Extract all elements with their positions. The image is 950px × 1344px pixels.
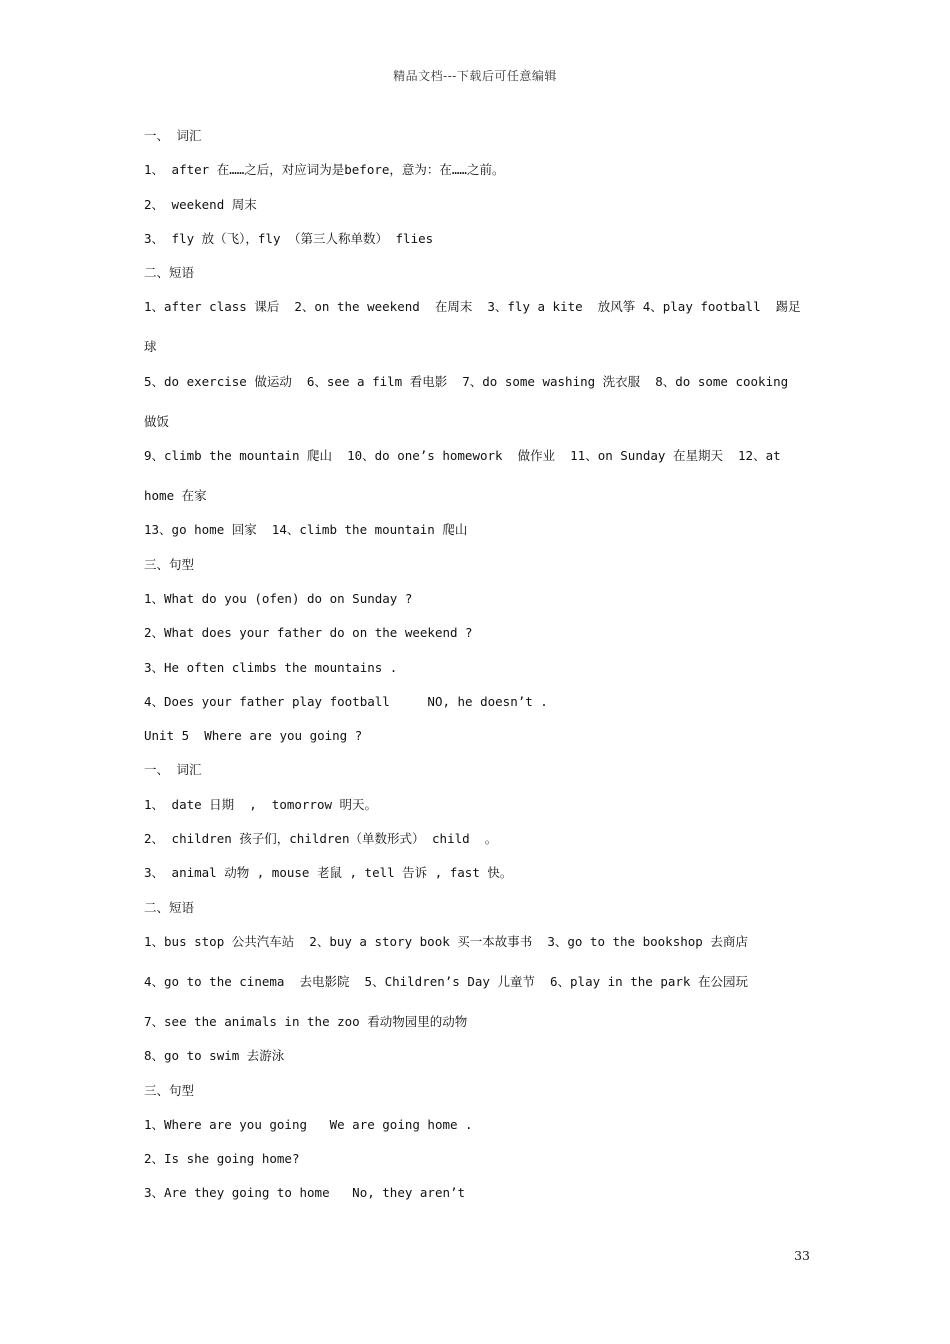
text-line: 1、What do you (ofen) do on Sunday ? — [144, 590, 413, 606]
text-line: 13、go home 回家 14、climb the mountain 爬山 — [144, 522, 468, 538]
text-line: 3、He often climbs the mountains . — [144, 659, 398, 675]
text-line: 做饭 — [144, 413, 170, 429]
text-line: 8、go to swim 去游泳 — [144, 1048, 285, 1064]
text-line: 3、 fly 放（飞），fly （第三人称单数） flies — [144, 230, 434, 246]
text-line: 1、after class 课后 2、on the weekend 在周末 3、fly a kite 放风筝 4、play football 踢足 — [144, 299, 801, 315]
section-heading: 一、 词汇 — [144, 762, 202, 778]
text-line: 4、Does your father play football NO, he doesn’t . — [144, 693, 548, 709]
text-line: 7、see the animals in the zoo 看动物园里的动物 — [144, 1013, 468, 1029]
text-line: 4、go to the cinema 去电影院 5、Children’s Day 儿童节 6、play in the park 在公园玩 — [144, 973, 748, 989]
text-line: 1、 date 日期 , tomorrow 明天。 — [144, 796, 378, 812]
text-line: 1、Where are you going We are going home . — [144, 1116, 473, 1132]
unit-title: Unit 5 Where are you going ? — [144, 728, 363, 744]
text-line: 3、Are they going to home No, they aren’t — [144, 1185, 466, 1201]
text-line: 5、do exercise 做运动 6、see a film 看电影 7、do some washing 洗衣服 8、do some cooking — [144, 373, 789, 389]
text-line: 球 — [144, 339, 157, 355]
text-line: 1、 after 在……之后，对应词为是before，意为：在……之前。 — [144, 162, 505, 178]
document-body — [144, 127, 814, 1219]
section-heading: 二、短语 — [144, 265, 195, 281]
text-line: 9、climb the mountain 爬山 10、do one’s homework 做作业 11、on Sunday 在星期天 12、at — [144, 448, 781, 464]
text-line: 2、Is she going home? — [144, 1151, 300, 1167]
section-heading: 三、句型 — [144, 556, 195, 572]
section-heading: 一、 词汇 — [144, 128, 202, 143]
page-header: 精品文档---下载后可任意编辑 — [393, 69, 557, 83]
text-line: 1、bus stop 公共汽车站 2、buy a story book 买一本故事书 3、go to the bookshop 去商店 — [144, 933, 748, 949]
text-line: home 在家 — [144, 488, 207, 504]
section-heading: 三、句型 — [144, 1082, 195, 1098]
text-line: 2、What does your father do on the weekend ? — [144, 625, 473, 641]
page-number: 33 — [794, 1248, 810, 1263]
text-line: 2、 weekend 周末 — [144, 196, 257, 212]
text-line: 3、 animal 动物 , mouse 老鼠 , tell 告诉 , fast 快。 — [144, 865, 513, 881]
section-heading: 二、短语 — [144, 899, 195, 915]
text-line: 2、 children 孩子们，children（单数形式） child 。 — [144, 831, 498, 847]
